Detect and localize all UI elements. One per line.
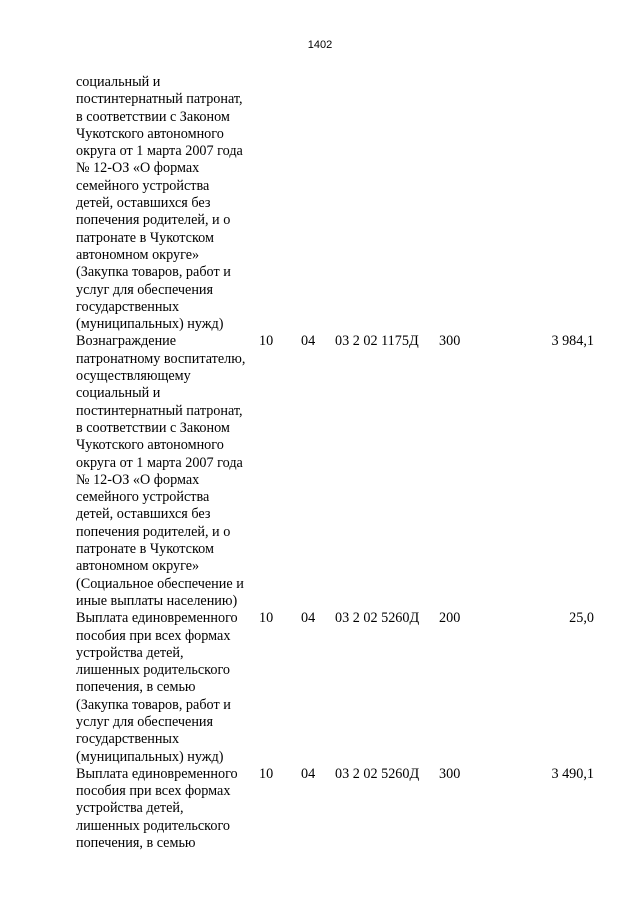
subsection-code: 04: [301, 765, 316, 782]
section-code: 10: [259, 765, 274, 782]
subsection-code: 04: [301, 333, 316, 350]
table-row: [76, 766, 596, 852]
table-row: [76, 74, 596, 333]
section-code: 10: [259, 333, 274, 350]
amount-value: 3 490,1: [551, 765, 594, 782]
row-description: Выплата единовременного пособия при всех формах устройства детей, лишенных родительского попечения, в семью (Закупка товаров, работ и услуг для обеспечения государственных (муниципальных) нужд): [76, 610, 238, 765]
target-article-code: 03 2 02 5260Д: [335, 765, 420, 782]
amount-value: 25,0: [569, 610, 594, 627]
row-description: социальный и постинтернатный патронат, в соответствии с Законом Чукотского автономного округа от 1 марта 2007 года № 12-ОЗ «О формах семейного устройства детей, оставшихся без попечения родителей, и о патронате в Чукотском автономном округе» (Закупка товаров, работ и услуг для обеспечения государственных (муниципальных) нужд): [76, 74, 243, 333]
subsection-code: 04: [301, 610, 316, 627]
row-description: Выплата единовременного пособия при всех формах устройства детей, лишенных родительского попечения, в семью: [76, 765, 238, 852]
table-row: [76, 333, 596, 610]
row-description: Вознаграждение патронатному воспитателю, осуществляющему социальный и постинтернатный патронат, в соответствии с Законом Чукотского автономного округа от 1 марта 2007 года № 12-ОЗ «О формах семейного устройства детей, оставшихся без попечения родителей, и о патронате в Чукотском автономном округе» (Социальное обеспечение и иные выплаты населению): [76, 333, 246, 609]
expense-type-code: 200: [439, 610, 461, 627]
amount-value: 3 984,1: [551, 333, 594, 350]
budget-table: [76, 74, 596, 852]
section-code: 10: [259, 610, 274, 627]
target-article-code: 03 2 02 1175Д: [335, 333, 419, 350]
expense-type-code: 300: [439, 765, 461, 782]
expense-type-code: 300: [439, 333, 461, 350]
page-number: 1402: [307, 39, 333, 51]
target-article-code: 03 2 02 5260Д: [335, 610, 420, 627]
table-row: [76, 610, 596, 766]
